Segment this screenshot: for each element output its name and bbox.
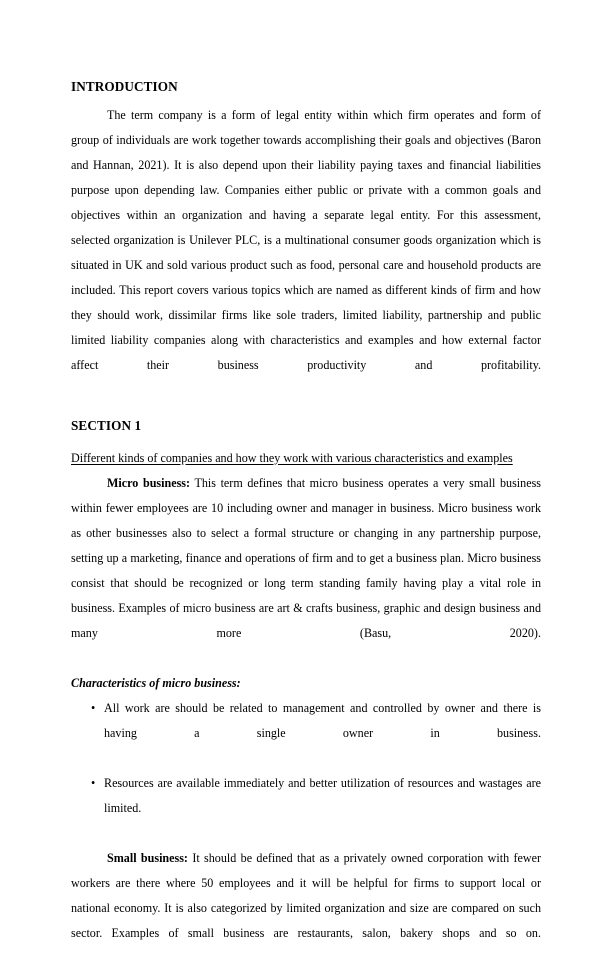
micro-business-label: Micro business: [107,475,191,490]
small-business-label: Small business: [107,850,188,865]
list-item: • Resources are available immediately and better utilization of resources and wastages are limited. [71,771,541,846]
document-content [71,78,541,971]
section-subheading-underlined: Different kinds of companies and how they work with various characteristics and examples [71,450,513,465]
micro-business-text: This term defines that micro business operates a very small business within fewer employees are 10 including owner and manager in business. Micro business work as other businesses also to select a formal structure or changing in any partnership purpose, setting up a marketing, finance and operations of firm and to get a business plan. Micro business consist that should be recognized or long term standing family having play a vital role in business. Examples of micro business are art & crafts business, graphic and design business and many more (Basu, 2020). [71,475,541,640]
characteristics-heading: Characteristics of micro business: [71,675,241,690]
introduction-paragraph: The term company is a form of legal entity within which firm operates and form of group of individuals are work together towards accomplishing their goals and objectives (Baron and Hannan, 2021). It is also depend upon their liability paying taxes and financial liabilities purpose upon depending law. Companies either public or private with a common goals and objectives within an organization and having a separate legal entity. For this assessment, selected organization is Unilever PLC, is a multinational consumer goods organization which is situated in UK and sold various product such as food, personal care and household products are included. This report covers various topics which are named as different kinds of firm and how they should work, dissimilar firms like sole traders, limited liability, partnership and public limited liability companies along with characteristics and examples and how external factor affect their business productivity and profitability. [71,107,541,372]
small-business-text: It should be defined that as a privately owned corporation with fewer workers are there where 50 employees and it will be helpful for firms to support local or national economy. It is also categorized by limited organization and size are compared on such sector. Examples of small business are restaurants, salon, bakery shops and so on. [71,850,541,940]
section-heading-section-1: SECTION 1 [71,417,142,433]
micro-business-paragraph [71,471,541,671]
characteristics-bullet-list [71,696,541,846]
small-business-paragraph [71,846,541,971]
page-title-introduction: INTRODUCTION [71,79,178,94]
list-item: • All work are should be related to management and controlled by owner and there is having a single owner in business. [71,696,541,771]
